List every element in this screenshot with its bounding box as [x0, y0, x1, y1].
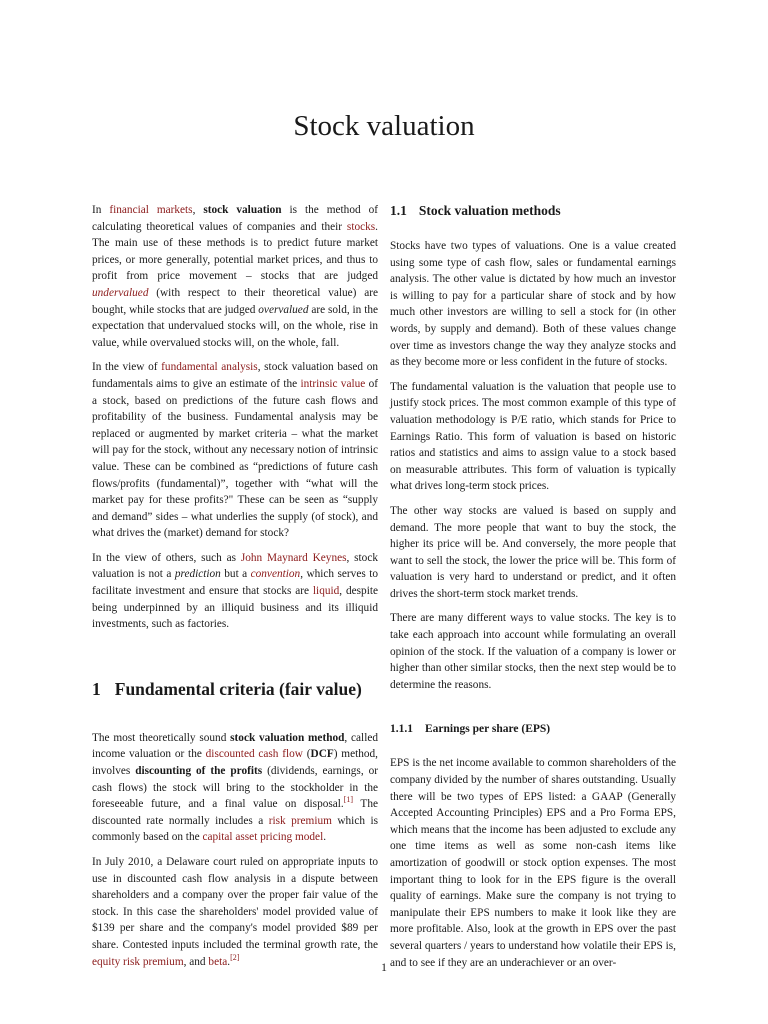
link-capm[interactable]: capital asset pricing model: [202, 831, 324, 844]
text: In: [92, 204, 110, 216]
text: In the view of others, such as: [92, 551, 241, 564]
page-number: 1: [381, 960, 387, 974]
text: but a: [220, 568, 251, 581]
intro-paragraph: [92, 202, 378, 351]
link-beta[interactable]: beta: [208, 955, 228, 968]
text: .: [323, 831, 327, 844]
text: of a stock, based on predictions of the future cash flows and profitability of the business. Fundamental analysis may be replaced or augmented by market criteria – what the market will pay for the stock, without any necessary notion of intrinsic value. These can be combined as “predictions of future cash flows/profits (fundamental)”, together with “what will the market pay for these profits?" These can be seen as “supply and demand” sides – what underlies the supply (of stock), and what drives the (market) demand for stock?: [92, 377, 379, 540]
subsubsection-heading: [390, 721, 676, 737]
italic-term: prediction: [174, 568, 221, 581]
text: ,: [192, 204, 204, 216]
text: , stock valuation is not a: [92, 551, 378, 581]
text: .: [227, 955, 231, 968]
link-intrinsic-value[interactable]: intrinsic value: [300, 377, 366, 390]
reference-link[interactable]: [1]: [343, 795, 354, 805]
link-dcf[interactable]: discounted cash flow: [205, 748, 303, 761]
fundamental-analysis-paragraph: [92, 359, 378, 542]
text: ) method, involves: [92, 748, 379, 778]
text: (: [302, 748, 311, 761]
italic-term: overvalued: [258, 303, 309, 316]
fundamental-valuation-paragraph: The fundamental valuation is the valuation that people use to justify stock prices. The most common example of this type of valuation methodology is P/E ratio, which stands for Price to Earnings Ratio. This form of valuation is based on historic ratios and statistics and aims to assign value to a stock based on measurable attributes. This form of valuation is typically what drives long-term stock prices.: [390, 380, 676, 493]
link-equity-risk-premium[interactable]: equity risk premium: [92, 955, 184, 968]
text: is the method of calculating theoretical values of companies and their: [92, 204, 378, 233]
page-title: Stock valuation: [293, 110, 475, 142]
subsection-heading: [390, 202, 676, 220]
text: . The main use of these methods is to predict future market prices, or more generally, potential market prices, and thus to profit from price movement – stocks that are judged: [92, 220, 378, 283]
text: , despite being underpinned by an illiquid business and its illiquid investments, such as factories.: [92, 585, 378, 631]
bold-term: stock valuation: [203, 204, 282, 216]
keynes-paragraph: [92, 550, 378, 633]
subsubsection-number: 1.1.1: [390, 723, 413, 736]
text: , and: [183, 955, 209, 968]
link-financial-markets[interactable]: financial markets: [109, 204, 193, 216]
link-undervalued[interactable]: undervalued: [92, 286, 149, 299]
right-column: [390, 202, 676, 979]
text: In the view of: [92, 361, 162, 374]
section-title: Fundamental criteria (fair value): [114, 678, 362, 699]
text: , stock valuation based on fundamentals aims to give an estimate of the: [92, 361, 378, 390]
link-risk-premium[interactable]: risk premium: [268, 814, 332, 827]
text: The most theoretically sound: [92, 731, 231, 744]
approaches-paragraph: There are many different ways to value stocks. The key is to take each approach into account while formulating an overall opinion of the stock. If the valuation of a company is lower or higher than other similar stocks, then the next step would be to determine the reasons.: [390, 612, 676, 691]
section-heading: [92, 678, 378, 700]
link-stocks[interactable]: stocks: [346, 220, 376, 233]
eps-paragraph: EPS is the net income available to common shareholders of the company divided by the number of shares outstanding. Usually there will be two types of EPS listed: a GAAP (Generally Accepted Accounting Principles) EPS and a Pro Forma EPS, which means that the income has been adjusted to exclude any one time items as well as some non-cash items like amortization of goodwill or stock option expenses. The most important thing to look for in the EPS figure is the overall quality of earnings. Make sure the company is not trying to manipulate their EPS numbers to make it look like they are more profitable. Also, look at the growth in EPS over the past several quarters / years to understand how volatile their EPS is, and to see if they are an underachiever or an over-: [390, 757, 676, 969]
valuation-types-paragraph: Stocks have two types of valuations. One is a value created using some type of cash flow, sales or fundamental earnings analysis. The other value is dictated by how much an investor is willing to pay for a particular share of stock and by how much other investors are willing to sell a stock for (in other words, by supply and demand). Both of these values change over time as investors change the way they analyze stocks and as they become more or less confident in the future of stocks.: [390, 240, 676, 369]
bold-term: DCF: [310, 748, 334, 761]
left-column: [92, 202, 378, 978]
text: (dividends, earnings, or cash flows) the stock will bring to the stockholder in the foreseeable future, and a final value on disposal.: [92, 765, 378, 811]
text: The discounted rate normally includes a: [92, 798, 378, 827]
link-keynes[interactable]: John Maynard Keynes: [240, 551, 347, 564]
text: In July 2010, a Delaware court ruled on appropriate inputs to use in discounted cash flow analysis in a dispute between shareholders and a company over the proper fair value of the stock. In this case the shareholders' model provided value of $139 per share and the company's model provided $89 per share. Contested inputs included the terminal growth rate, the: [92, 856, 378, 951]
bold-term: discounting of the profits: [135, 765, 263, 778]
subsection-title: Stock valuation methods: [418, 203, 561, 218]
section-number: 1: [92, 678, 101, 699]
text: , called income valuation or the: [92, 731, 379, 761]
bold-term: stock valuation method: [230, 731, 345, 744]
link-convention[interactable]: convention: [250, 568, 301, 581]
text: which is commonly based on the: [92, 814, 378, 844]
text: are sold, in the expectation that undervalued stocks will, on the whole, rise in value, while overvalued stocks will, on the whole, fall.: [92, 303, 379, 349]
delaware-paragraph: [92, 854, 378, 970]
reference-link[interactable]: [2]: [230, 952, 240, 962]
supply-demand-paragraph: The other way stocks are valued is based on supply and demand. The more people that want to buy the stock, the higher its price will be. And conversely, the more people that want to sell the stock, the lower the price will be. This form of valuation is very hard to understand or predict, and it often drives the short-term stock market trends.: [390, 504, 676, 600]
link-liquid[interactable]: liquid: [312, 585, 340, 598]
text: (with respect to their theoretical value) are bought, while stocks that are judged: [92, 286, 378, 316]
subsubsection-title: Earnings per share (EPS): [425, 723, 551, 736]
subsection-number: 1.1: [390, 203, 407, 218]
text: , which serves to facilitate investment and ensure that stocks are: [92, 568, 378, 598]
dcf-paragraph: [92, 730, 378, 846]
link-fundamental-analysis[interactable]: fundamental analysis: [161, 361, 258, 374]
